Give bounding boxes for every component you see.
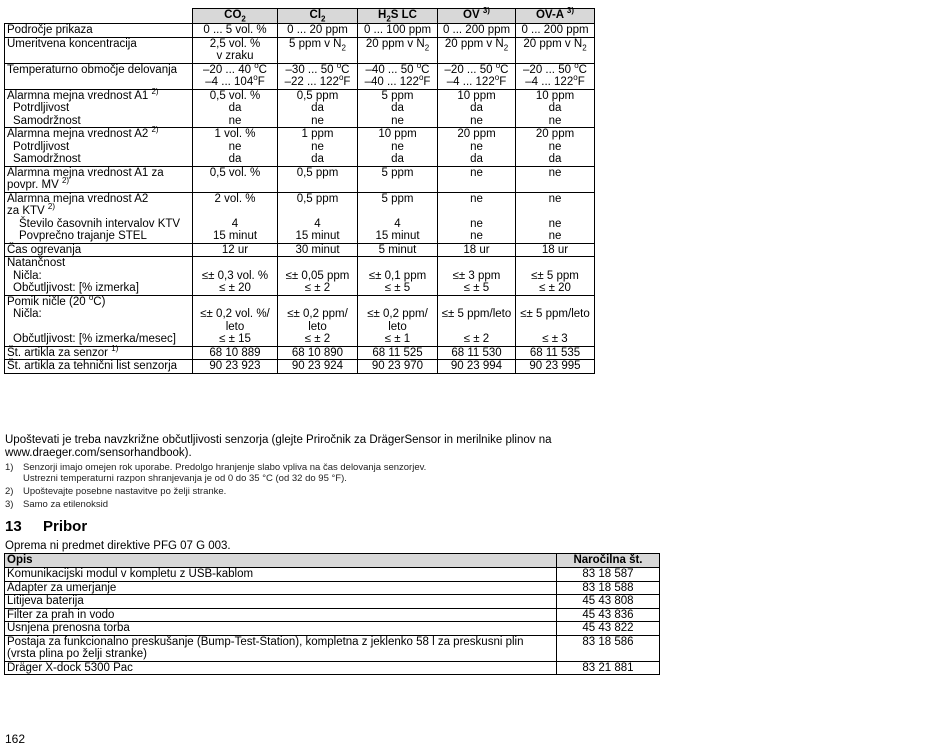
sensor-specs-table	[4, 8, 595, 374]
row-label: Področje prikaza	[5, 24, 193, 38]
cell-value: 18 ur	[516, 243, 595, 257]
cell-value: ne	[438, 166, 516, 192]
row-drift	[5, 295, 595, 308]
row-label: Samodržnost	[5, 115, 193, 128]
cell-value: ne	[516, 115, 595, 128]
cell-value: da	[278, 102, 358, 115]
cell-value: ≤± 3 ppm	[438, 270, 516, 283]
row-label: Občutljivost: [% izmerka/mesec]	[5, 333, 193, 346]
item-description: Postaja za funkcionalno preskušanje (Bump-Test-Station), kompletna z jeklenko 58 l za preskusni plin (vrsta plina po želji stranke)	[5, 635, 557, 661]
table-row	[5, 595, 660, 609]
cell-value: 90 23 924	[278, 360, 358, 374]
accessories-table	[4, 553, 660, 675]
cell-value: 0 ... 20 ppm	[278, 24, 358, 38]
cell-value: ≤± 5 ppm	[516, 270, 595, 283]
cell-value: ne	[278, 141, 358, 154]
item-order-number: 83 18 586	[557, 635, 660, 661]
cell-value: ne	[516, 166, 595, 192]
cell-value: 1 vol. %	[193, 128, 278, 141]
cell-value: da	[193, 153, 278, 166]
cell-value: ≤ ± 15	[193, 333, 278, 346]
cell-value: da	[516, 102, 595, 115]
footnote-text: Ustrezni temperaturni razpon shranjevanja je od 0 do 35 °C (od 32 do 95 °F).	[23, 473, 347, 484]
row-label: Alarmna mejna vrednost A1 za povpr. MV $^{2)}$	[5, 166, 193, 192]
cell-value: –30 ... 50 $^o$C –22 ... 122$^o$F	[278, 63, 358, 89]
footnote-number: 1)	[5, 462, 14, 473]
row-label: Ničla:	[5, 308, 193, 333]
cell-value: ≤ ± 1	[358, 333, 438, 346]
header-cl2: $Cl_2$	[278, 9, 358, 24]
cell-value: da	[438, 153, 516, 166]
footnote-number: 3)	[5, 499, 14, 510]
cell-value: 5 ppm	[358, 192, 438, 218]
row-label: Samodržnost	[5, 153, 193, 166]
row-drift-sensitivity	[5, 333, 595, 346]
item-order-number: 83 18 588	[557, 581, 660, 595]
cell-empty	[193, 295, 278, 308]
header-ov-a: OV-A $^{3)}$	[516, 9, 595, 24]
footnote-text: Senzorji imajo omejen rok uporabe. Predolgo hranjenje slabo vpliva na čas delovanja senzorjev.	[23, 462, 427, 473]
row-label: Temperaturno območje delovanja	[5, 63, 193, 89]
row-label: Ničla:	[5, 270, 193, 283]
item-description: Komunikacijski modul v kompletu z USB-kablom	[5, 568, 557, 582]
cell-value: ≤± 0,3 vol. %	[193, 270, 278, 283]
row-a1-confirm	[5, 102, 595, 115]
cell-value: –40 ... 50 $^o$C –40 ... 122$^o$F	[358, 63, 438, 89]
cell-value: ne	[438, 192, 516, 218]
row-label: Potrdljivost	[5, 141, 193, 154]
cell-value: ne	[193, 115, 278, 128]
item-description: Usnjena prenosna torba	[5, 622, 557, 636]
cell-value: da	[278, 153, 358, 166]
cell-value: 4	[193, 218, 278, 231]
cell-value: ≤± 0,2 vol. %/ leto	[193, 308, 278, 333]
cell-empty	[278, 257, 358, 270]
cell-value: 90 23 994	[438, 360, 516, 374]
row-range	[5, 24, 595, 38]
item-order-number: 83 18 587	[557, 568, 660, 582]
cell-value: 0 ... 200 ppm	[516, 24, 595, 38]
row-warmup	[5, 243, 595, 257]
item-order-number: 45 43 836	[557, 608, 660, 622]
header-ov: OV $^{3)}$	[438, 9, 516, 24]
cell-value: ne	[438, 230, 516, 243]
cell-value: ≤ ± 2	[278, 282, 358, 295]
cell-value: 10 ppm	[438, 89, 516, 102]
cell-empty	[358, 257, 438, 270]
cell-value: –20 ... 40 $^o$C –4 ... 104$^o$F	[193, 63, 278, 89]
cell-value: ne	[516, 218, 595, 231]
cell-value: 90 23 970	[358, 360, 438, 374]
cell-value: 90 23 995	[516, 360, 595, 374]
cell-value: da	[358, 102, 438, 115]
cell-value: 10 ppm	[358, 128, 438, 141]
row-label: Št. artikla za senzor $^{1)}$	[5, 346, 193, 360]
cell-value: ≤ ± 5	[438, 282, 516, 295]
row-label: Alarmna mejna vrednost A2 za KTV $^{2)}$	[5, 192, 193, 218]
cell-value: 68 10 890	[278, 346, 358, 360]
cell-value: ne	[516, 141, 595, 154]
cell-value: ≤± 5 ppm/leto	[438, 308, 516, 333]
cell-value: 0 ... 100 ppm	[358, 24, 438, 38]
cell-value: ≤ ± 20	[193, 282, 278, 295]
row-ktv-count	[5, 218, 595, 231]
row-label: Občutljivost: [% izmerka]	[5, 282, 193, 295]
cell-value: ≤ ± 3	[516, 333, 595, 346]
row-label: Alarmna mejna vrednost A2 $^{2)}$	[5, 128, 193, 141]
row-a1-mv	[5, 166, 595, 192]
cell-value: ≤± 0,2 ppm/ leto	[358, 308, 438, 333]
table-row	[5, 622, 660, 636]
cell-value: 0 ... 5 vol. %	[193, 24, 278, 38]
table-row	[5, 608, 660, 622]
cell-value: ne	[278, 115, 358, 128]
item-description: Filter za prah in vodo	[5, 608, 557, 622]
item-description: Litijeva baterija	[5, 595, 557, 609]
footnote-text: Upoštevajte posebne nastavitve po želji stranke.	[23, 486, 227, 497]
cell-value: 0,5 ppm	[278, 89, 358, 102]
cell-value: 5 ppm	[358, 166, 438, 192]
header-description: Opis	[5, 554, 557, 568]
cell-empty	[193, 257, 278, 270]
row-alarm-a2	[5, 128, 595, 141]
item-description: Adapter za umerjanje	[5, 581, 557, 595]
specs-header-row	[5, 9, 595, 24]
row-label: Potrdljivost	[5, 102, 193, 115]
cell-value: 0,5 ppm	[278, 192, 358, 218]
section-intro: Oprema ni predmet direktive PFG 07 G 003.	[5, 540, 231, 552]
cell-value: ≤± 0,2 ppm/ leto	[278, 308, 358, 333]
cell-value: da	[516, 153, 595, 166]
cell-value: 4	[278, 218, 358, 231]
cell-value: 68 11 535	[516, 346, 595, 360]
header-h2s-lc: $H_2S$ LC	[358, 9, 438, 24]
cell-value: ≤ ± 2	[278, 333, 358, 346]
cell-value: 0,5 vol. %	[193, 166, 278, 192]
cell-value: ≤± 0,1 ppm	[358, 270, 438, 283]
cell-value: 5 ppm v $N_2$	[278, 37, 358, 63]
cell-value: 20 ppm v $N_2$	[516, 37, 595, 63]
cell-value: 20 ppm v $N_2$	[438, 37, 516, 63]
row-temperature	[5, 63, 595, 89]
cell-value: ne	[438, 218, 516, 231]
cell-value: 5 ppm	[358, 89, 438, 102]
cell-value: da	[193, 102, 278, 115]
row-datasheet-part-no	[5, 360, 595, 374]
item-order-number: 45 43 808	[557, 595, 660, 609]
section-heading	[5, 518, 88, 535]
table-row	[5, 568, 660, 582]
table-row	[5, 581, 660, 595]
header-blank	[5, 9, 193, 24]
table-row	[5, 661, 660, 675]
cell-value: 15 minut	[278, 230, 358, 243]
row-accuracy	[5, 257, 595, 270]
cell-value: 0,5 ppm	[278, 166, 358, 192]
cell-value: 15 minut	[358, 230, 438, 243]
row-label: Povprečno trajanje STEL	[5, 230, 193, 243]
cell-value: ne	[438, 115, 516, 128]
row-label: Pomik ničle (20 $^o$C)	[5, 295, 193, 308]
cell-value: 12 ur	[193, 243, 278, 257]
accessories-header-row	[5, 554, 660, 568]
cell-value: 68 11 530	[438, 346, 516, 360]
row-label: Umeritvena koncentracija	[5, 37, 193, 63]
cell-value: 10 ppm	[516, 89, 595, 102]
cell-value: 2 vol. %	[193, 192, 278, 218]
table-row	[5, 635, 660, 661]
section-number: 13	[5, 518, 22, 535]
cell-value: 20 ppm	[516, 128, 595, 141]
row-a2-ktv	[5, 192, 595, 218]
cell-empty	[358, 295, 438, 308]
cell-value: 90 23 923	[193, 360, 278, 374]
row-label: Število časovnih intervalov KTV	[5, 218, 193, 231]
cell-value: 0 ... 200 ppm	[438, 24, 516, 38]
cell-value: 20 ppm	[438, 128, 516, 141]
cell-value: 68 10 889	[193, 346, 278, 360]
cell-empty	[278, 295, 358, 308]
cell-value: 0,5 vol. %	[193, 89, 278, 102]
row-stel	[5, 230, 595, 243]
row-alarm-a1	[5, 89, 595, 102]
cell-value: ≤ ± 2	[438, 333, 516, 346]
cell-empty	[438, 295, 516, 308]
cell-value: 5 minut	[358, 243, 438, 257]
row-a2-hold	[5, 153, 595, 166]
row-label: Čas ogrevanja	[5, 243, 193, 257]
cell-value: ne	[358, 115, 438, 128]
row-label: Št. artikla za tehnični list senzorja	[5, 360, 193, 374]
row-calibration	[5, 37, 595, 63]
cell-value: 68 11 525	[358, 346, 438, 360]
item-order-number: 83 21 881	[557, 661, 660, 675]
cross-sensitivity-note: Upoštevati je treba navzkrižne občutljivosti senzorja (glejte Priročnik za DrägerSensor in merilnike plinov na www.draeger.com/sensorhandbook).	[5, 434, 552, 459]
section-title: Pribor	[43, 518, 88, 535]
cell-value: 2,5 vol. % v zraku	[193, 37, 278, 63]
cell-value: 20 ppm v $N_2$	[358, 37, 438, 63]
cell-value: 4	[358, 218, 438, 231]
cell-value: ≤ ± 20	[516, 282, 595, 295]
cell-value: ≤ ± 5	[358, 282, 438, 295]
header-co2: $CO_2$	[193, 9, 278, 24]
row-label: Alarmna mejna vrednost A1 $^{2)}$	[5, 89, 193, 102]
cell-value: 30 minut	[278, 243, 358, 257]
footnote-text: Samo za etilenoksid	[23, 499, 109, 510]
cell-empty	[438, 257, 516, 270]
cell-value: da	[438, 102, 516, 115]
cell-value: ne	[358, 141, 438, 154]
cell-value: ≤± 5 ppm/leto	[516, 308, 595, 333]
row-sensor-part-no	[5, 346, 595, 360]
row-a1-hold	[5, 115, 595, 128]
cell-value: 15 minut	[193, 230, 278, 243]
item-order-number: 45 43 822	[557, 622, 660, 636]
row-a2-confirm	[5, 141, 595, 154]
footnote-number: 2)	[5, 486, 14, 497]
cell-value: ne	[516, 192, 595, 218]
cell-value: ne	[438, 141, 516, 154]
row-accuracy-zero	[5, 270, 595, 283]
cell-value: ne	[516, 230, 595, 243]
cell-value: –20 ... 50 $^o$C –4 ... 122$^o$F	[516, 63, 595, 89]
page-number: 162	[5, 732, 26, 746]
cell-value: ne	[193, 141, 278, 154]
header-order-number: Naročilna št.	[557, 554, 660, 568]
cell-value: ≤± 0,05 ppm	[278, 270, 358, 283]
cell-value: 1 ppm	[278, 128, 358, 141]
cell-value: –20 ... 50 $^o$C –4 ... 122$^o$F	[438, 63, 516, 89]
row-drift-zero	[5, 308, 595, 333]
row-label: Natančnost	[5, 257, 193, 270]
cell-value: 18 ur	[438, 243, 516, 257]
cell-empty	[516, 295, 595, 308]
item-description: Dräger X-dock 5300 Pac	[5, 661, 557, 675]
cell-empty	[516, 257, 595, 270]
cell-value: da	[358, 153, 438, 166]
